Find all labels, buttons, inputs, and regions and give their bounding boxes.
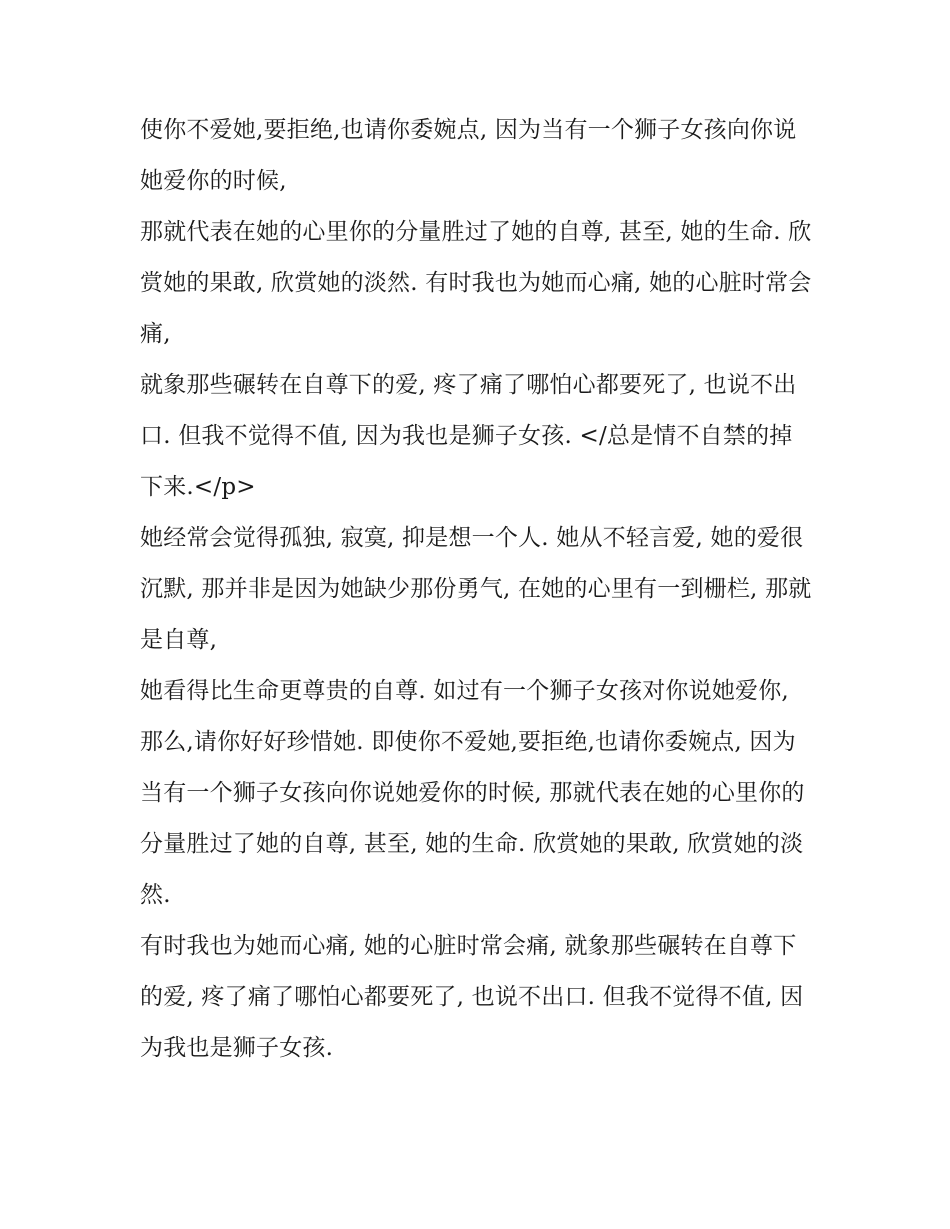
paragraph-6: 有时我也为她而心痛, 她的心脏时常会痛, 就象那些碾转在自尊下的爱, 疼了痛了哪怕心都要死了, 也说不出口. 但我不觉得不值, 因为我也是狮子女孩.: [140, 933, 804, 1061]
paragraph-3: 就象那些碾转在自尊下的爱, 疼了痛了哪怕心都要死了, 也说不出口. 但我不觉得不值, 因为我也是狮子女孩. </总是情不自禁的掉下来.</p>: [140, 372, 797, 500]
paragraph-2: 那就代表在她的心里你的分量胜过了她的自尊, 甚至, 她的生命. 欣赏她的果敢, 欣赏她的淡然. 有时我也为她而心痛, 她的心脏时常会痛,: [140, 219, 812, 347]
paragraph-1: 使你不爱她,要拒绝,也请你委婉点, 因为当有一个狮子女孩向你说她爱你的时候,: [140, 117, 797, 194]
document-body: [140, 105, 815, 1074]
paragraph-4: 她经常会觉得孤独, 寂寞, 抑是想一个人. 她从不轻言爱, 她的爱很沉默, 那并非是因为她缺少那份勇气, 在她的心里有一到栅栏, 那就是自尊,: [140, 525, 812, 653]
paragraph-5: 她看得比生命更尊贵的自尊. 如过有一个狮子女孩对你说她爱你, 那么,请你好好珍惜她. 即使你不爱她,要拒绝,也请你委婉点, 因为当有一个狮子女孩向你说她爱你的时候, 那就代表在她的心里你的分量胜过了她的自尊, 甚至, 她的生命. 欣赏她的果敢, 欣赏她的淡然.: [140, 678, 805, 908]
